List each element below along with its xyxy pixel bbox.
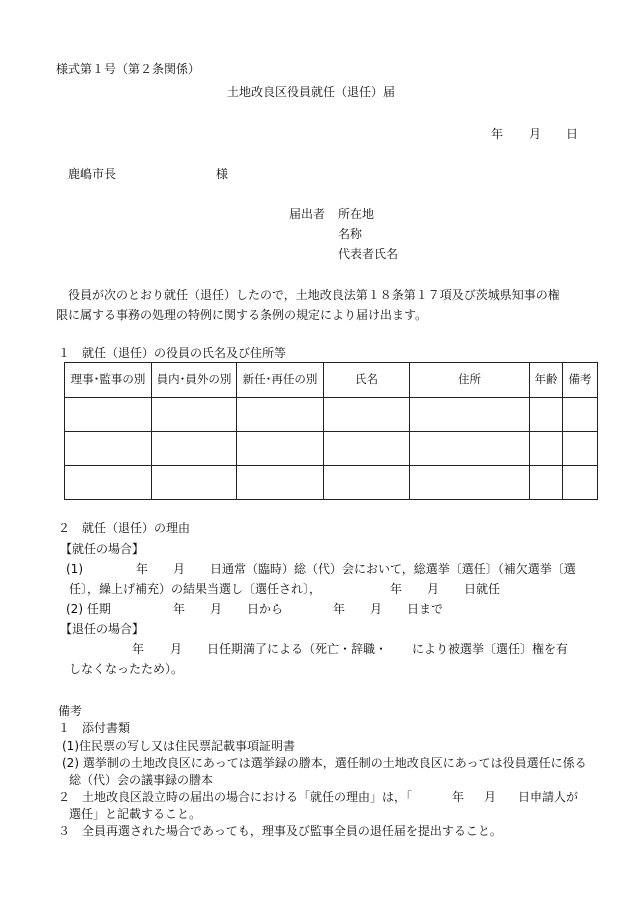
addressee-honorific: 様 — [216, 167, 229, 181]
col-header-age: 年齢 — [530, 363, 563, 398]
date-month-label: 月 — [529, 127, 542, 141]
note-1a: (1)住民票の写し又は住民票記載事項証明書 — [62, 739, 295, 753]
notifier-representative-label: 代表者氏名 — [338, 247, 399, 261]
table-cell[interactable] — [530, 398, 563, 432]
note-2-line2: 選任」と記載すること。 — [69, 807, 202, 821]
table-cell[interactable] — [152, 466, 237, 500]
table-cell[interactable] — [152, 398, 237, 432]
retirement-month: 月 — [170, 642, 183, 656]
appointment-item1-month: 月 — [173, 562, 186, 576]
table-cell[interactable] — [152, 432, 237, 466]
table-cell[interactable] — [530, 466, 563, 500]
table-row — [65, 432, 598, 466]
note-1b-line2: 総（代）会の議事録の謄本 — [69, 773, 214, 787]
appointment-item1-line2-month: 月 — [427, 582, 440, 596]
appointment-term-label: (2) 任期 — [66, 602, 111, 616]
note-3: ３ 全員再選された場合であっても，理事及び監事全員の退任届を提出すること。 — [58, 824, 502, 838]
col-header-role: 理事･監事の別 — [65, 363, 152, 398]
retirement-text: 日任期満了による（死亡・辞職・ — [207, 642, 388, 656]
col-header-membership: 員内･員外の別 — [152, 363, 237, 398]
term-end-year: 年 — [333, 602, 346, 616]
term-start-month: 月 — [210, 602, 223, 616]
appointment-item1-line2-text: 日就任 — [464, 582, 501, 596]
retirement-line2: しなくなったため）。 — [69, 662, 184, 676]
officer-table — [64, 362, 598, 500]
appointment-item1-year: 年 — [136, 562, 149, 576]
appointment-item1-number: (1) — [66, 562, 83, 576]
appointment-item1-line2: 任〕，繰上げ補充）の結果当選し〔選任され〕， — [69, 582, 322, 596]
notifier-label: 届出者 — [289, 207, 326, 221]
section1-heading: １ 就任（退任）の役員の氏名及び住所等 — [58, 346, 287, 360]
table-cell[interactable] — [410, 466, 530, 500]
table-cell[interactable] — [324, 432, 410, 466]
term-start-day-label: 日から — [247, 602, 284, 616]
note-1b-line1: (2) 選挙制の土地改良区にあっては選挙録の謄本，選任制の土地改良区にあっては役員選任に係る — [62, 756, 587, 770]
term-end-month: 月 — [370, 602, 383, 616]
date-day-label: 日 — [566, 127, 579, 141]
table-cell[interactable] — [410, 398, 530, 432]
notifier-name-label: 名称 — [338, 227, 363, 241]
retirement-heading: 【退任の場合】 — [60, 622, 145, 636]
table-cell[interactable] — [530, 432, 563, 466]
table-header-row — [65, 363, 598, 398]
table-row — [65, 398, 598, 432]
section2-heading: ２ 就任（退任）の理由 — [58, 521, 191, 535]
addressee-name: 鹿嶋市長 — [68, 167, 117, 181]
table-cell[interactable] — [65, 398, 152, 432]
retirement-text-2: により被選挙〔選任〕権を有 — [412, 642, 569, 656]
term-end-day-label: 日まで — [407, 602, 444, 616]
intro-line-2: 限に属する事務の処理の特例に関する条例の規定により届け出ます。 — [56, 308, 428, 322]
table-cell[interactable] — [410, 432, 530, 466]
table-cell[interactable] — [65, 466, 152, 500]
table-row — [65, 466, 598, 500]
table-cell[interactable] — [563, 432, 598, 466]
table-cell[interactable] — [237, 398, 324, 432]
table-cell[interactable] — [324, 466, 410, 500]
document-title: 土地改良区役員就任（退任）届 — [227, 85, 396, 99]
col-header-new-or-re: 新任･再任の別 — [237, 363, 324, 398]
table-cell[interactable] — [237, 466, 324, 500]
appointment-heading: 【就任の場合】 — [60, 542, 145, 556]
term-start-year: 年 — [173, 602, 186, 616]
appointment-item1-text: 日通常（臨時）総（代）会において，総選挙〔選任〕（補欠選挙〔選 — [210, 562, 576, 576]
table-cell[interactable] — [324, 398, 410, 432]
notifier-address-label: 所在地 — [338, 207, 375, 221]
note-2-month: 月 — [484, 790, 497, 804]
note-2-line1: ２ 土地改良区設立時の届出の場合における「就任の理由」は，「 — [58, 790, 413, 804]
date-year-label: 年 — [491, 127, 504, 141]
form-number-label: 様式第１号（第２条関係） — [56, 62, 201, 76]
notes-heading: 備考 — [58, 704, 83, 718]
retirement-year: 年 — [132, 642, 145, 656]
note-2-end: 日申請人が — [518, 790, 579, 804]
table-cell[interactable] — [65, 432, 152, 466]
intro-line-1: 役員が次のとおり就任（退任）したので，土地改良法第１８条第１７項及び茨城県知事の権 — [68, 288, 560, 302]
col-header-remarks: 備考 — [563, 363, 598, 398]
note-1: １ 添付書類 — [58, 721, 131, 735]
col-header-address: 住所 — [410, 363, 530, 398]
note-2-year: 年 — [452, 790, 465, 804]
col-header-name: 氏名 — [324, 363, 410, 398]
table-cell[interactable] — [237, 432, 324, 466]
table-cell[interactable] — [563, 466, 598, 500]
table-cell[interactable] — [563, 398, 598, 432]
appointment-item1-line2-year: 年 — [390, 582, 403, 596]
